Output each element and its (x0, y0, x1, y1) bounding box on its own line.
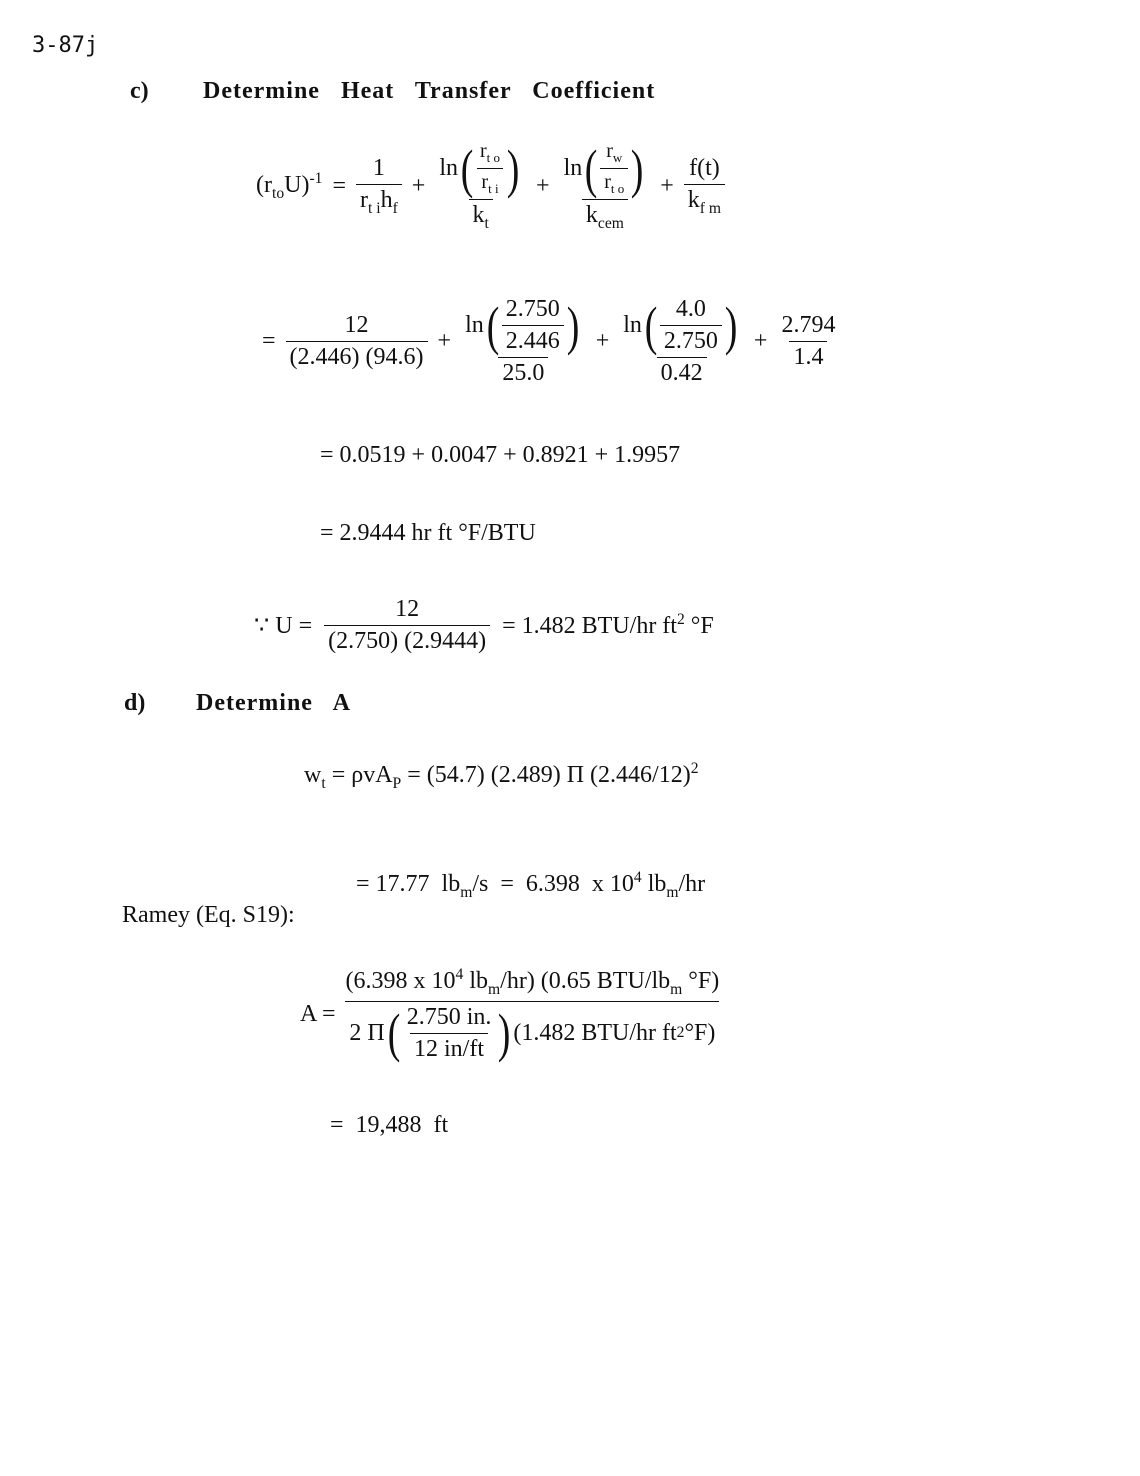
eq2-term2: ln ( $\frac{2.750}{2.446}$ ) 25.0 (465, 295, 580, 386)
section-c-label: c) (130, 78, 149, 104)
plus-sign: + (660, 172, 674, 199)
section-d-title: Determine A (196, 690, 351, 716)
eq2-term3: ln ( $\frac{4.0}{2.750}$ ) 0.42 (623, 295, 738, 386)
eq5-rhs: = 1.482 BTU/hr $ft^2$ °F (502, 611, 714, 639)
equation-a-result: = 19,488 ft (330, 1112, 449, 1138)
page-number: 3-87j (32, 33, 99, 58)
equation-mass-flow-result: = 17.77 $lb_m/s = 6.398$ x $10^4$ $lb_m/hr$ (356, 869, 706, 901)
eq5-lhs: ∵ U = (254, 613, 313, 639)
eq1-term4: $\frac{f(t)}{k_{f m}}$ (684, 155, 725, 218)
equation-total-resistance: = 2.9444 hr ft °F/BTU (320, 520, 536, 546)
eq2-term4: $\frac{2.794}{1.4}$ (781, 312, 836, 370)
eq1-term2: ln ( $\frac{r_{t o}}{r_{t i}}$ ) $k_t$ (439, 138, 520, 232)
plus-sign: + (437, 328, 452, 354)
eq8-fraction: (6.398 x $10^4$ $lb_m/hr$) (0.65 BTU/$lb_m$ °F) 2 Π ( $\frac{2.750 in.}{12 in/ft}$ ) (1.482 BTU/hr ft 2 °F) (345, 966, 720, 1064)
ramey-reference: Ramey (Eq. S19): (122, 902, 295, 928)
eq1-lhs: $(r_{to}U)^{-1}$ (256, 170, 323, 202)
eq1-term3: ln ( $\frac{r_w}{r_{t o}}$ ) $k_{cem}$ (563, 138, 644, 232)
plus-sign: + (595, 328, 610, 354)
section-c-title: Determine Heat Transfer Coefficient (203, 78, 656, 104)
equation-mass-flow: $w_t = \rho vA_P = (54.7)$ (2.489) Π $(2.446/12)^2$ (304, 760, 699, 792)
equation-numeric (262, 296, 839, 387)
eq2-term1: $\frac{12}{(2.446) (94.6)}$ (286, 312, 428, 371)
plus-sign: + (753, 328, 768, 354)
equals-sign: = (332, 172, 346, 199)
equation-terms-sum: = 0.0519 + 0.0047 + 0.8921 + 1.9957 (320, 442, 681, 468)
plus-sign: + (536, 172, 550, 199)
equation-symbolic (256, 140, 725, 233)
eq5-fraction: $\frac{12}{(2.750) (2.9444)}$ (324, 596, 490, 655)
section-d-label: d) (124, 690, 146, 716)
equation-u (254, 596, 714, 655)
eq8-lhs: A = (300, 1000, 336, 1027)
eq1-term1: $\frac{1}{r_{t i}h_f}$ (356, 155, 402, 218)
equation-a (300, 966, 723, 1063)
plus-sign: + (411, 172, 426, 199)
equals-sign: = (262, 328, 276, 354)
